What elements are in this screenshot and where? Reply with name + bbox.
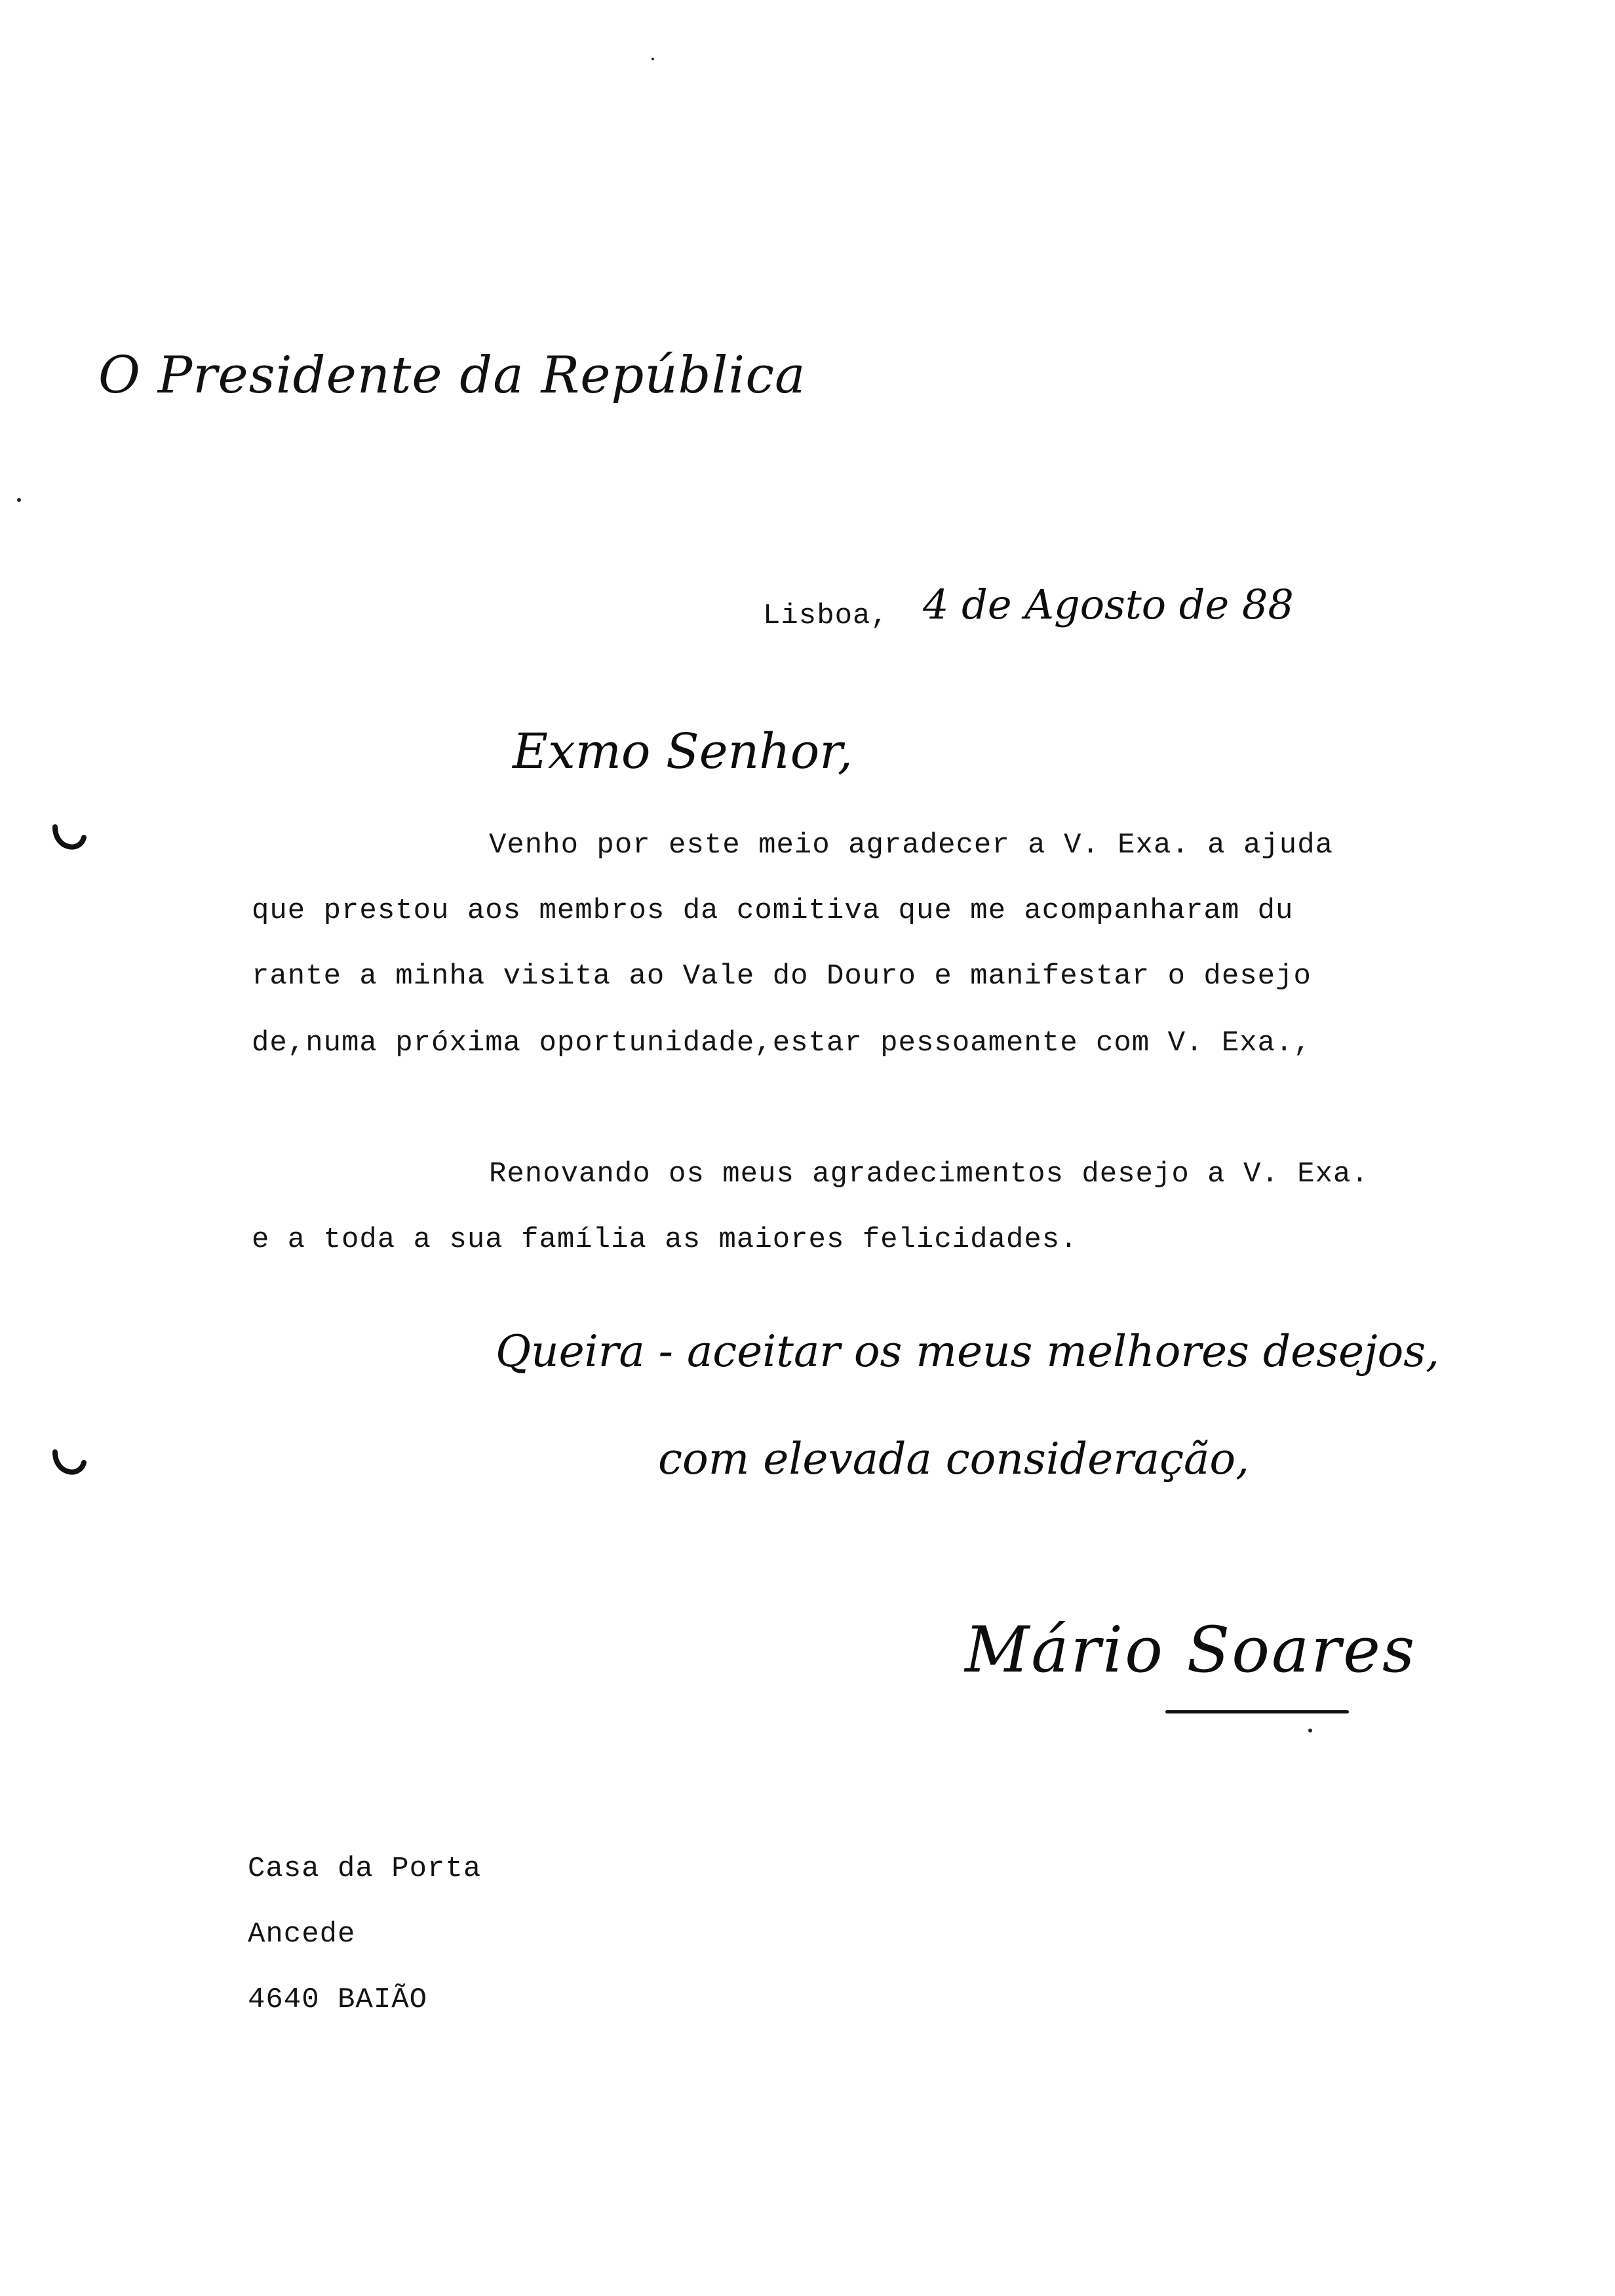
margin-speck xyxy=(17,498,21,502)
handwritten-closing-line-1: Queira - aceitar os meus melhores desejos, xyxy=(496,1326,1440,1377)
recipient-line-1: Casa da Porta xyxy=(248,1852,482,1885)
signature-dot xyxy=(1308,1729,1312,1732)
paragraph-2-line-1: Renovando os meus agradecimentos desejo a V. Exa. xyxy=(489,1158,1369,1191)
binder-hole-mark xyxy=(51,1448,87,1483)
signature: Mário Soares xyxy=(965,1613,1417,1687)
recipient-line-3: 4640 BAIÃO xyxy=(248,1983,428,2016)
handwritten-closing-line-2: com elevada consideração, xyxy=(658,1434,1250,1484)
paragraph-1-line-3: rante a minha visita ao Vale do Douro e manifestar o desejo xyxy=(252,960,1312,993)
paragraph-1-line-2: que prestou aos membros da comitiva que me acompanharam du xyxy=(252,894,1294,927)
signature-underline xyxy=(1165,1710,1349,1713)
handwritten-salutation: Exmo Senhor, xyxy=(513,723,853,780)
margin-speck xyxy=(652,58,654,60)
binder-hole-mark xyxy=(51,823,87,858)
place-label: Lisboa, xyxy=(763,600,889,632)
paragraph-1-line-4: de,numa próxima oportunidade,estar pessoamente com V. Exa., xyxy=(252,1027,1312,1060)
handwritten-date: 4 de Agosto de 88 xyxy=(923,581,1294,628)
recipient-line-2: Ancede xyxy=(248,1918,356,1951)
letterhead-title: O Presidente da República xyxy=(98,346,806,405)
paragraph-2-line-2: e a toda a sua família as maiores felicidades. xyxy=(252,1223,1078,1256)
paragraph-1-line-1: Venho por este meio agradecer a V. Exa. a ajuda xyxy=(489,829,1334,862)
